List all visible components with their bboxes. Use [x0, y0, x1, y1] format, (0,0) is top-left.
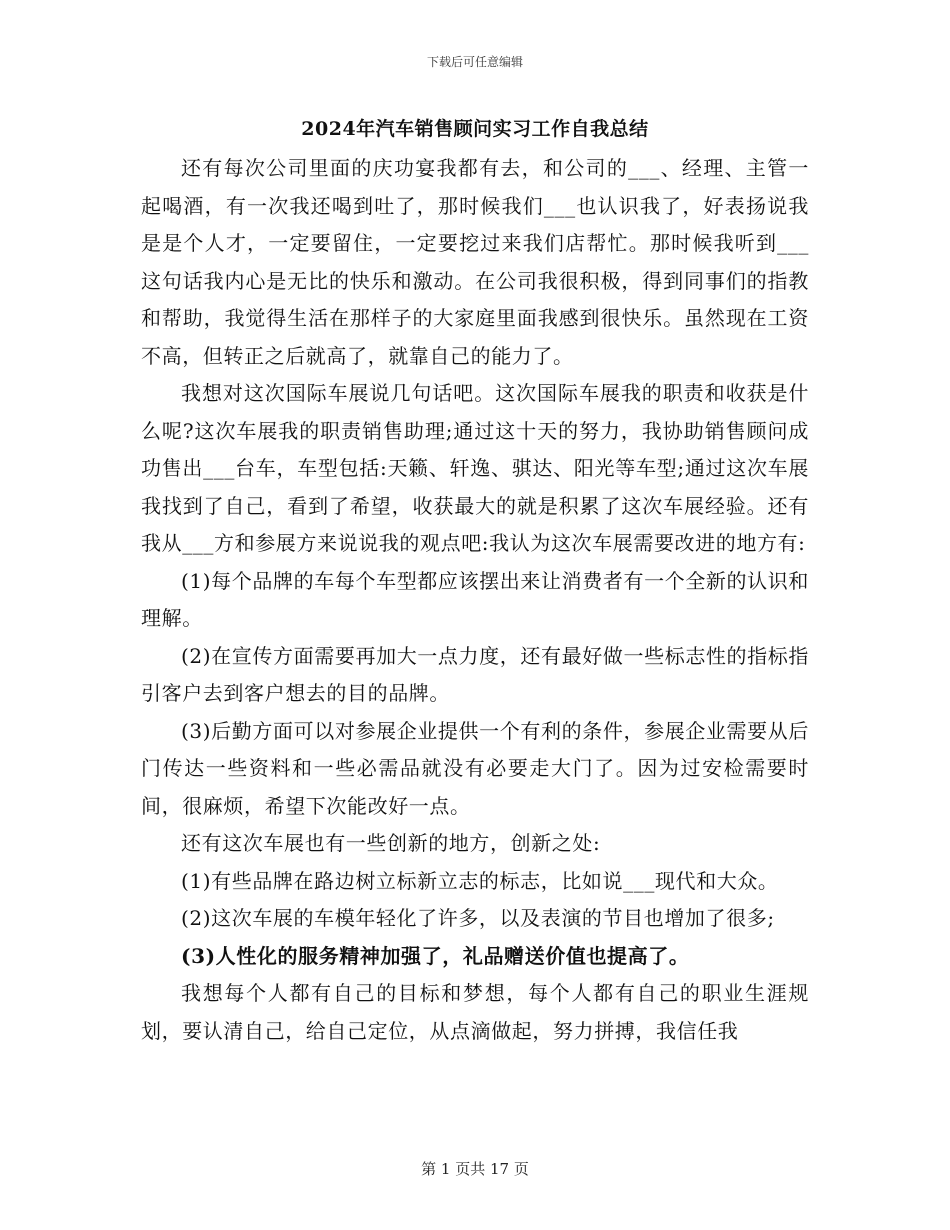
paragraph: 我想每个人都有自己的目标和梦想，每个人都有自己的职业生涯规划，要认清自己，给自己定位，从点滴做起，努力拼搏，我信任我 — [141, 981, 809, 1043]
paragraph: 我想对这次国际车展说几句话吧。这次国际车展我的职责和收获是什么呢?这次车展我的职责销售助理;通过这十天的努力，我协助销售顾问成功售出___台车，车型包括:天籁、轩逸、骐达、阳光等车型;通过这次车展我找到了自己，看到了希望，收获最大的就是积累了这次车展经验。还有我从___方和参展方来说说我的观点吧:我认为这次车展需要改进的地方有: — [141, 381, 809, 555]
paragraph: (1)每个品牌的车每个车型都应该摆出来让消费者有一个全新的认识和理解。 — [141, 568, 809, 630]
paragraph-bold: (3)人性化的服务精神加强了，礼品赠送价值也提高了。 — [181, 943, 690, 968]
header-note: 下载后可任意编辑 — [426, 55, 523, 69]
paragraph: 还有这次车展也有一些创新的地方，创新之处: — [181, 831, 601, 855]
paragraph: (2)这次车展的车模年轻化了许多，以及表演的节目也增加了很多; — [181, 906, 775, 930]
page-indicator: 第 1 页共 17 页 — [421, 1160, 529, 1178]
paragraph: (3)后勤方面可以对参展企业提供一个有利的条件，参展企业需要从后门传达一些资料和一些必需品就没有必要走大门了。因为过安检需要时间，很麻烦，希望下次能改好一点。 — [141, 718, 809, 818]
paragraph: 还有每次公司里面的庆功宴我都有去，和公司的___、经理、主管一起喝酒，有一次我还喝到吐了，那时候我们___也认识我了，好表扬说我是是个人才，一定要留住，一定要挖过来我们店帮忙。那时候我听到___这句话我内心是无比的快乐和激动。在公司我很积极，得到同事们的指教和帮助，我觉得生活在那样子的大家庭里面我感到很快乐。虽然现在工资不高，但转正之后就高了，就靠自己的能力了。 — [141, 156, 809, 368]
paragraph: (2)在宣传方面需要再加大一点力度，还有最好做一些标志性的指标指引客户去到客户想去的目的品牌。 — [141, 643, 809, 705]
document-title: 2024年汽车销售顾问实习工作自我总结 — [301, 118, 649, 140]
paragraph: (1)有些品牌在路边树立标新立志的标志，比如说___现代和大众。 — [181, 868, 779, 893]
document-body — [141, 150, 809, 1050]
